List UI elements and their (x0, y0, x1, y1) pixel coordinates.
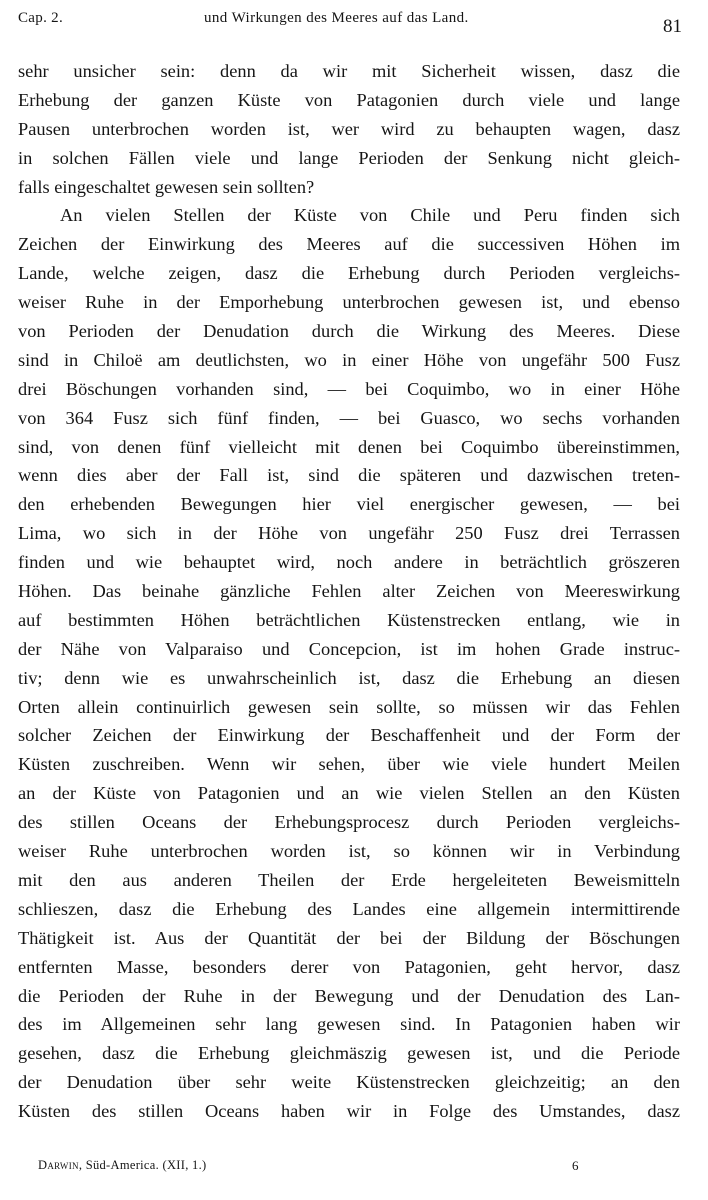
body-text (18, 57, 680, 1126)
text-line: An vielen Stellen der Küste von Chile und Peru finden sich (60, 205, 680, 226)
text-line: gesehen, dasz die Erhebung gleichmäszig gewesen ist, und die Periode (18, 1043, 680, 1064)
text-line: Küsten zuschreiben. Wenn wir sehen, über wie viele hundert Meilen (18, 754, 680, 775)
page-footer (38, 1158, 628, 1180)
text-line: in solchen Fällen viele und lange Perioden der Senkung nicht gleich- (18, 147, 680, 168)
page-number: 81 (663, 16, 682, 37)
text-line: an der Küste von Patagonien und an wie vielen Stellen an den Küsten (18, 783, 680, 804)
text-line: Lande, welche zeigen, dasz die Erhebung durch Perioden vergleichs- (18, 263, 680, 284)
text-line: Orten allein continuirlich gewesen sein sollte, so müssen wir das Fehlen (18, 696, 680, 717)
text-line: wenn dies aber der Fall ist, sind die späteren und dazwischen treten- (18, 465, 680, 486)
text-line: finden und wie behauptet wird, noch andere in beträchtlich gröszeren (18, 552, 680, 573)
text-line: Pausen unterbrochen worden ist, wer wird zu behaupten wagen, dasz (18, 118, 680, 139)
text-line: drei Böschungen vorhanden sind, — bei Coquimbo, wo in einer Höhe (18, 378, 680, 399)
paragraph (18, 201, 680, 1126)
text-line: auf bestimmten Höhen beträchtlichen Küstenstrecken entlang, wie in (18, 609, 680, 630)
footer-citation (38, 1158, 206, 1173)
text-line: die Perioden der Ruhe in der Bewegung und der Denudation des Lan- (18, 985, 680, 1006)
text-line: mit den aus anderen Theilen der Erde hergeleiteten Beweismitteln (18, 869, 680, 890)
running-title: und Wirkungen des Meeres auf das Land. (204, 10, 469, 26)
text-line: des stillen Oceans der Erhebungsprocesz durch Perioden vergleichs- (18, 812, 680, 833)
text-line: den erhebenden Bewegungen hier viel energischer gewesen, — bei (18, 494, 680, 515)
text-line: Küsten des stillen Oceans haben wir in Folge des Umstandes, dasz (18, 1101, 680, 1122)
footer-author: Darwin, (38, 1158, 83, 1172)
text-line: der Nähe von Valparaiso und Concepcion, ist im hohen Grade instruc- (18, 638, 680, 659)
text-line: entfernten Masse, besonders derer von Patagonien, geht hervor, dasz (18, 956, 680, 977)
text-line: von 364 Fusz sich fünf finden, — bei Guasco, wo sechs vorhanden (18, 407, 680, 428)
text-line: sind, von denen fünf vielleicht mit denen bei Coquimbo übereinstimmen, (18, 436, 680, 457)
footer-work: Süd-America. (XII, 1.) (85, 1158, 207, 1172)
text-line: Thätigkeit ist. Aus der Quantität der bei der Bildung der Böschungen (18, 927, 680, 948)
text-line: weiser Ruhe in der Emporhebung unterbrochen gewesen ist, und ebenso (18, 292, 680, 313)
text-line: des im Allgemeinen sehr lang gewesen sind. In Patagonien haben wir (18, 1014, 680, 1035)
text-line: Zeichen der Einwirkung des Meeres auf die successiven Höhen im (18, 234, 680, 255)
text-line: Höhen. Das beinahe gänzliche Fehlen alter Zeichen von Meereswirkung (18, 581, 680, 602)
chapter-label: Cap. 2. (18, 10, 64, 26)
text-line: solcher Zeichen der Einwirkung der Beschaffenheit und der Form der (18, 725, 680, 746)
text-line: tiv; denn wie es unwahrscheinlich ist, dasz die Erhebung an diesen (18, 667, 680, 688)
text-line: sehr unsicher sein: denn da wir mit Sicherheit wissen, dasz die (18, 61, 680, 81)
text-line: schlieszen, dasz die Erhebung des Landes eine allgemein intermittirende (18, 898, 680, 919)
sheet-signature: 6 (572, 1158, 579, 1173)
text-line: der Denudation über sehr weite Küstenstrecken gleichzeitig; an den (18, 1072, 680, 1093)
paragraph (18, 57, 680, 201)
text-line: falls eingeschaltet gewesen sein sollten? (18, 176, 315, 197)
running-head (18, 6, 682, 40)
text-line: Erhebung der ganzen Küste von Patagonien durch viele und lange (18, 89, 680, 110)
text-line: weiser Ruhe unterbrochen worden ist, so können wir in Verbindung (18, 841, 680, 862)
text-line: von Perioden der Denudation durch die Wirkung des Meeres. Diese (18, 321, 680, 342)
text-line: sind in Chiloë am deutlichsten, wo in einer Höhe von ungefähr 500 Fusz (18, 349, 680, 370)
text-line: Lima, wo sich in der Höhe von ungefähr 250 Fusz drei Terrassen (18, 523, 680, 544)
